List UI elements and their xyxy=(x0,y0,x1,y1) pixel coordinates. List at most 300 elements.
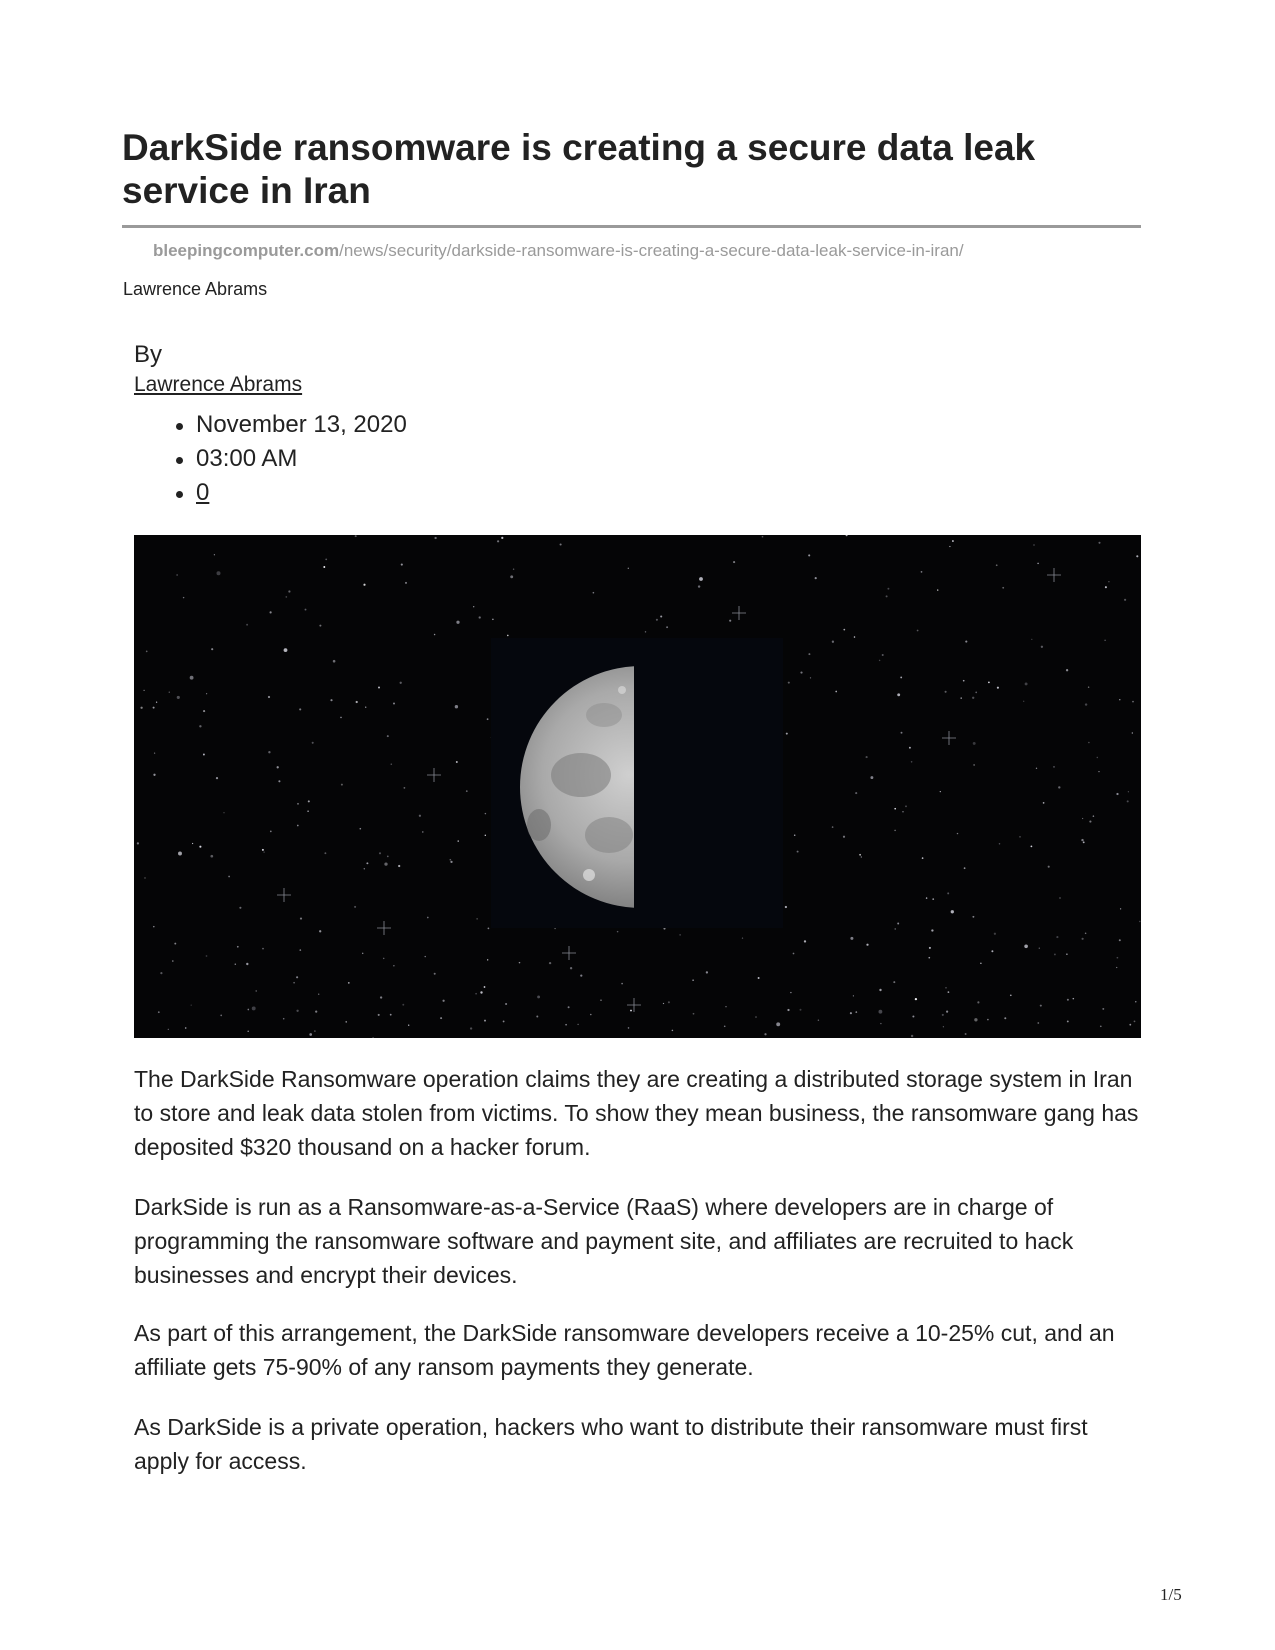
star-dot xyxy=(1119,699,1120,700)
star-dot xyxy=(879,989,881,991)
star-dot xyxy=(855,1011,857,1013)
star-dot xyxy=(996,564,998,566)
star-dot xyxy=(832,826,834,828)
star-dot xyxy=(308,800,310,802)
star-dot xyxy=(398,865,400,867)
star-dot xyxy=(387,735,389,737)
paragraph-3: As part of this arrangement, the DarkSide ransomware developers receive a 10-25% cut, and an affiliate gets 75-90% of any ransom payments they generate. xyxy=(134,1320,1115,1380)
star-dot xyxy=(434,973,436,975)
star-dot xyxy=(458,840,459,841)
star-dot xyxy=(843,836,845,838)
star-dot xyxy=(1120,908,1121,909)
star-dot xyxy=(217,571,221,575)
star-dot xyxy=(949,546,950,547)
meta-time xyxy=(134,442,407,476)
star-dot xyxy=(960,697,961,698)
star-dot xyxy=(456,621,459,624)
star-dot xyxy=(153,707,155,709)
star-dot xyxy=(946,1011,948,1013)
byline-by-label: By xyxy=(134,341,163,368)
star-dot xyxy=(797,851,799,853)
hero-image-moon xyxy=(134,535,1141,1038)
star-dot xyxy=(980,963,981,964)
star-dot xyxy=(176,574,177,575)
star-dot xyxy=(893,981,895,983)
star-dot xyxy=(991,950,993,952)
star-dot xyxy=(296,976,298,978)
star-dot xyxy=(199,725,201,727)
star-dot xyxy=(192,843,193,844)
star-dot xyxy=(1104,640,1105,641)
star-dot xyxy=(698,585,700,587)
star-dot xyxy=(800,1009,802,1011)
star-dot xyxy=(1119,939,1121,941)
star-dot xyxy=(404,787,406,789)
star-dot xyxy=(1128,791,1129,792)
star-dot xyxy=(951,910,954,913)
star-dot xyxy=(408,1025,409,1026)
star-dot xyxy=(487,959,488,960)
star-dot xyxy=(994,933,996,935)
star-dot xyxy=(570,967,572,969)
star-dot xyxy=(137,842,139,844)
star-dot xyxy=(870,776,873,779)
star-dot xyxy=(325,558,327,560)
star-dot xyxy=(997,687,999,689)
star-dot xyxy=(725,1006,726,1007)
star-dot xyxy=(1097,757,1098,758)
star-dot xyxy=(758,977,760,979)
star-dot xyxy=(174,943,176,945)
star-dot xyxy=(965,641,967,643)
star-dot xyxy=(1053,766,1055,768)
star-dot xyxy=(764,1033,766,1035)
star-dot xyxy=(878,1010,882,1014)
star-dot xyxy=(178,852,182,856)
star-dot xyxy=(922,857,924,859)
star-dot xyxy=(1117,957,1119,959)
star-dot xyxy=(905,805,907,807)
star-dot xyxy=(223,812,224,813)
star-dot xyxy=(645,631,646,632)
star-dot xyxy=(785,906,787,908)
star-dot xyxy=(501,537,503,539)
star-dot xyxy=(485,835,486,836)
star-dot xyxy=(660,615,662,617)
star-dot xyxy=(1058,786,1060,788)
star-dot xyxy=(879,660,881,662)
star-dot xyxy=(380,996,382,998)
star-dot xyxy=(894,808,896,810)
star-dot xyxy=(330,699,332,701)
star-dot xyxy=(355,535,357,537)
star-dot xyxy=(762,536,764,538)
star-dot xyxy=(928,957,930,959)
star-dot xyxy=(143,690,144,691)
star-dot xyxy=(158,1011,160,1013)
star-dot xyxy=(297,825,299,827)
star-dot xyxy=(323,566,325,568)
star-dot xyxy=(299,708,301,710)
star-dot xyxy=(975,692,977,694)
star-dot xyxy=(1067,1020,1069,1022)
star-dot xyxy=(679,934,680,935)
star-dot xyxy=(507,635,509,637)
star-dot xyxy=(1054,953,1056,955)
star-dot xyxy=(297,803,299,805)
star-dot xyxy=(479,616,481,618)
star-dot xyxy=(1082,818,1083,819)
star-dot xyxy=(929,947,931,949)
star-dot xyxy=(790,992,791,993)
star-dot xyxy=(487,718,489,720)
paragraph-2: DarkSide is run as a Ransomware-as-a-Service (RaaS) where developers are in charge of programming the ransomware software and payment site, and affiliates are recruited to hack businesses and encrypt their devices. xyxy=(134,1194,1074,1288)
star-dot xyxy=(973,742,976,745)
star-dot xyxy=(810,677,811,678)
star-dot xyxy=(549,962,551,964)
star-dot xyxy=(203,710,205,712)
star-dot xyxy=(1129,1024,1131,1026)
publish-date: November 13, 2020 xyxy=(196,411,407,438)
star-dot xyxy=(340,717,342,719)
star-dot xyxy=(887,588,889,590)
star-dot xyxy=(214,554,215,555)
star-dot xyxy=(319,625,321,627)
star-dot xyxy=(1132,701,1134,703)
star-dot xyxy=(668,1001,670,1003)
star-dot xyxy=(672,1030,674,1032)
star-dot xyxy=(255,990,256,991)
star-dot xyxy=(800,672,802,674)
star-dot xyxy=(1019,836,1020,837)
star-dot xyxy=(473,606,474,607)
star-dot xyxy=(897,923,899,925)
star-dot xyxy=(199,846,201,848)
star-dot xyxy=(1089,821,1091,823)
star-dot xyxy=(786,733,788,735)
star-dot xyxy=(894,830,896,832)
star-dot xyxy=(988,682,990,684)
star-dot xyxy=(262,849,264,851)
star-dot xyxy=(296,1010,298,1012)
star-dot xyxy=(537,995,540,998)
star-dot xyxy=(536,1016,538,1018)
star-dot xyxy=(1010,994,1012,996)
star-dot xyxy=(742,937,743,938)
star-dot xyxy=(1059,897,1060,898)
star-dot xyxy=(861,856,862,857)
star-dot xyxy=(854,636,856,638)
star-dot xyxy=(1031,846,1033,848)
star-dot xyxy=(729,620,731,622)
star-dot xyxy=(356,701,358,703)
star-dot xyxy=(324,852,326,854)
paragraph-1: The DarkSide Ransomware operation claims they are creating a distributed storage system in Iran to store and leak data stolen from victims. To show they mean business, the ransomware gang has deposited $320 thousand on a hacker forum. xyxy=(134,1066,1139,1160)
article-title: DarkSide ransomware is creating a secure data leak service in Iran xyxy=(122,127,1036,211)
star-dot xyxy=(1134,1021,1136,1023)
star-dot xyxy=(957,833,958,834)
source-url[interactable] xyxy=(153,240,964,262)
star-dot xyxy=(706,971,708,973)
star-dot xyxy=(1088,686,1089,687)
star-dot xyxy=(387,856,389,858)
star-dot xyxy=(169,691,170,692)
star-dot xyxy=(1023,701,1024,702)
author-name-top: Lawrence Abrams xyxy=(123,279,268,299)
star-dot xyxy=(931,929,933,931)
star-dot xyxy=(305,609,307,611)
star-dot xyxy=(1037,1022,1039,1024)
star-dot xyxy=(488,928,490,930)
star-dot xyxy=(220,1015,222,1017)
star-dot xyxy=(470,1027,472,1029)
star-dot xyxy=(239,907,241,909)
star-dot xyxy=(190,676,194,680)
star-dot xyxy=(560,543,562,545)
star-dot xyxy=(341,784,343,786)
star-dot xyxy=(1025,682,1028,685)
star-dot xyxy=(942,1014,944,1016)
star-dot xyxy=(965,1033,967,1035)
star-dot xyxy=(832,641,834,643)
star-dot xyxy=(384,862,387,865)
star-dot xyxy=(450,861,452,863)
star-dot xyxy=(580,975,582,977)
star-dot xyxy=(160,972,162,974)
star-dot xyxy=(666,626,668,628)
star-dot xyxy=(312,742,314,744)
star-dot xyxy=(815,577,817,579)
star-dot xyxy=(901,732,903,734)
star-dot xyxy=(1098,542,1100,544)
star-dot xyxy=(593,592,595,594)
star-dot xyxy=(300,918,302,920)
star-dot xyxy=(917,630,919,632)
star-dot xyxy=(755,1016,757,1018)
star-dot xyxy=(146,651,148,653)
star-dot xyxy=(1037,563,1039,565)
star-dot xyxy=(362,953,363,954)
star-dot xyxy=(1082,938,1084,940)
star-dot xyxy=(210,855,213,858)
star-dot xyxy=(476,918,477,919)
star-dot xyxy=(442,1000,444,1002)
star-dot xyxy=(235,963,236,964)
star-dot xyxy=(485,813,486,814)
star-dot xyxy=(270,611,272,613)
star-dot xyxy=(299,949,301,951)
star-dot xyxy=(455,705,458,708)
star-dot xyxy=(999,843,1001,845)
star-dot xyxy=(434,537,436,539)
publish-time: 03:00 AM xyxy=(196,445,298,472)
star-dot xyxy=(318,994,319,995)
star-dot xyxy=(912,1015,914,1017)
star-dot xyxy=(973,764,974,765)
star-dot xyxy=(1135,1001,1136,1002)
star-dot xyxy=(1056,936,1058,938)
star-dot xyxy=(656,619,658,621)
paragraph-4: As DarkSide is a private operation, hackers who want to distribute their ransomware must first apply for access. xyxy=(134,1414,1088,1474)
star-dot xyxy=(630,1010,632,1012)
star-dot xyxy=(793,953,795,955)
star-dot xyxy=(600,999,601,1000)
star-dot xyxy=(952,540,954,542)
star-dot xyxy=(401,564,403,566)
star-dot xyxy=(307,810,309,812)
comments-count-link[interactable]: 0 xyxy=(196,479,210,506)
star-dot xyxy=(185,1027,187,1029)
star-dot xyxy=(1004,1017,1006,1019)
star-dot xyxy=(284,648,288,652)
star-dot xyxy=(1002,587,1004,589)
star-dot xyxy=(154,752,155,753)
star-dot xyxy=(724,1025,726,1027)
star-dot xyxy=(144,877,145,878)
star-dot xyxy=(1073,998,1075,1000)
star-dot xyxy=(926,897,927,898)
star-dot xyxy=(422,831,423,832)
star-dot xyxy=(850,937,853,940)
star-dot xyxy=(247,1009,249,1011)
star-dot xyxy=(577,1024,578,1025)
star-dot xyxy=(456,761,458,763)
star-dot xyxy=(378,1014,380,1016)
star-dot xyxy=(911,1035,913,1037)
star-dot xyxy=(363,584,365,586)
star-dot xyxy=(835,691,837,693)
star-dot xyxy=(964,867,966,869)
star-dot xyxy=(503,1020,505,1022)
star-dot xyxy=(1048,866,1050,868)
star-dot xyxy=(1067,999,1069,1001)
star-dot xyxy=(909,747,911,749)
star-dot xyxy=(1088,742,1090,744)
star-dot xyxy=(699,577,703,581)
star-dot xyxy=(263,851,264,852)
star-dot xyxy=(365,707,366,708)
star-dot xyxy=(1081,839,1083,841)
star-dot xyxy=(402,1004,404,1006)
star-dot xyxy=(915,998,917,1000)
star-dot xyxy=(519,962,521,964)
star-dot xyxy=(1132,732,1133,733)
star-dot xyxy=(855,792,857,794)
star-dot xyxy=(880,1023,881,1024)
star-dot xyxy=(818,1020,819,1021)
star-dot xyxy=(1108,581,1109,582)
star-dot xyxy=(945,987,947,989)
star-dot xyxy=(776,1022,780,1026)
star-dot xyxy=(237,946,239,948)
star-dot xyxy=(943,1026,944,1027)
star-dot xyxy=(450,859,452,861)
star-dot xyxy=(268,751,270,753)
star-dot xyxy=(1040,1005,1042,1007)
star-dot xyxy=(940,791,941,792)
star-dot xyxy=(309,1033,312,1036)
star-dot xyxy=(319,930,321,932)
star-dot xyxy=(1036,768,1037,769)
star-dot xyxy=(948,991,950,993)
star-dot xyxy=(315,1010,317,1012)
star-dot xyxy=(246,963,248,965)
star-dot xyxy=(1116,793,1118,795)
star-dot xyxy=(974,1018,977,1021)
star-dot xyxy=(440,1017,442,1019)
star-dot xyxy=(168,1029,169,1030)
page-number: 1/5 xyxy=(1160,1585,1182,1604)
byline-author-link[interactable]: Lawrence Abrams xyxy=(134,373,303,396)
star-dot xyxy=(945,691,947,693)
star-dot xyxy=(425,956,426,957)
star-dot xyxy=(1033,544,1035,546)
star-dot xyxy=(434,634,436,636)
star-dot xyxy=(484,1020,486,1022)
star-dot xyxy=(177,696,180,699)
star-dot xyxy=(475,993,477,995)
star-dot xyxy=(663,1003,664,1004)
star-dot xyxy=(565,1024,567,1026)
star-dot xyxy=(897,693,900,696)
source-domain: bleepingcomputer.com xyxy=(153,241,340,260)
star-dot xyxy=(850,1012,852,1014)
star-dot xyxy=(1098,771,1099,772)
star-dot xyxy=(364,868,365,869)
star-dot xyxy=(1041,646,1043,648)
star-dot xyxy=(902,811,903,812)
star-dot xyxy=(947,892,949,894)
star-dot xyxy=(345,1021,346,1022)
star-dot xyxy=(277,766,279,768)
star-dot xyxy=(937,589,938,590)
star-dot xyxy=(379,852,381,854)
star-dot xyxy=(393,702,395,704)
star-dot xyxy=(1100,1025,1102,1027)
star-dot xyxy=(191,1004,192,1005)
star-dot xyxy=(400,682,402,684)
star-dot xyxy=(285,596,287,598)
star-dot xyxy=(183,597,184,598)
star-dot xyxy=(628,1027,630,1029)
star-dot xyxy=(621,983,623,985)
star-dot xyxy=(1105,586,1107,588)
star-dot xyxy=(853,995,854,996)
star-dot xyxy=(393,965,394,966)
star-dot xyxy=(360,828,362,830)
star-dot xyxy=(262,948,264,950)
star-dot xyxy=(972,916,974,918)
article-meta-list xyxy=(134,408,407,510)
star-dot xyxy=(383,958,385,960)
source-path: /news/security/darkside-ransomware-is-creating-a-secure-data-leak-service-in-iran/ xyxy=(339,241,964,260)
star-dot xyxy=(419,815,421,817)
star-dot xyxy=(804,940,806,942)
title-divider xyxy=(122,225,1141,228)
star-dot xyxy=(568,1006,570,1008)
star-dot xyxy=(492,619,493,620)
star-dot xyxy=(278,780,280,782)
star-dot xyxy=(1083,841,1085,843)
star-dot xyxy=(808,554,810,556)
star-dot xyxy=(859,854,861,856)
star-dot xyxy=(405,582,407,584)
star-dot xyxy=(1043,802,1045,804)
star-dot xyxy=(216,777,218,779)
star-dot xyxy=(972,697,974,699)
star-dot xyxy=(270,831,272,833)
star-dot xyxy=(1093,815,1095,817)
